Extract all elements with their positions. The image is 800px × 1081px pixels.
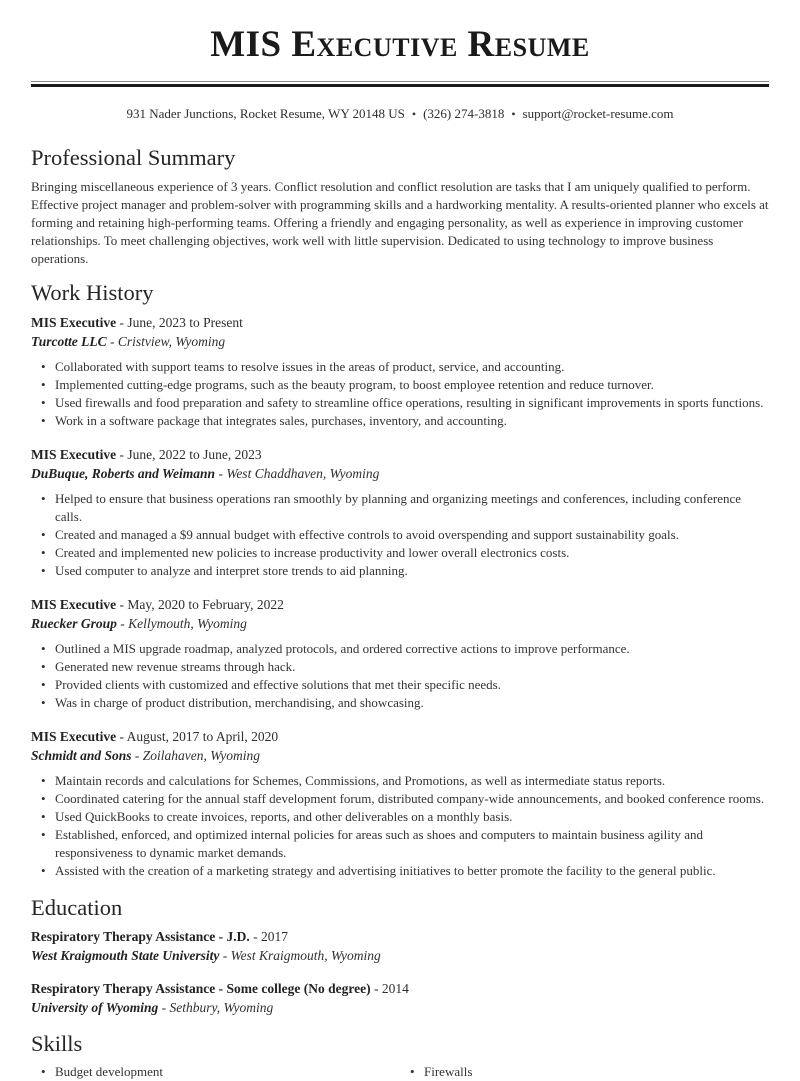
job-bullet: • Outlined a MIS upgrade roadmap, analyzed protocols, and ordered corrective actions to improve performance. <box>31 640 769 658</box>
skill-item: • Budget development <box>31 1063 400 1081</box>
job-bullet: • Was in charge of product distribution, merchandising, and showcasing. <box>31 694 769 712</box>
job-bullet: • Generated new revenue streams through hack. <box>31 658 769 676</box>
header-divider <box>31 81 769 87</box>
job-dates: May, 2020 to February, 2022 <box>127 597 284 612</box>
section-professional-summary <box>31 145 769 268</box>
job-bullet: • Maintain records and calculations for Schemes, Commissions, and Promotions, as well as intermediate status reports. <box>31 772 769 790</box>
job-location: Cristview, Wyoming <box>117 334 226 349</box>
job-entry <box>31 313 769 430</box>
skills-heading: Skills <box>31 1031 83 1056</box>
job-title-line <box>31 445 769 464</box>
education-year: 2014 <box>381 981 409 996</box>
skill-item: • Firewalls <box>400 1063 769 1081</box>
job-company: DuBuque, Roberts and Weimann <box>31 466 216 481</box>
education-school-line <box>31 998 769 1017</box>
page-title: MIS Executive Resume <box>210 24 590 65</box>
education-location: West Kraigmouth, Wyoming <box>230 948 381 963</box>
contact-email: support@rocket-resume.com <box>522 106 674 121</box>
job-entry <box>31 595 769 712</box>
work-history-heading: Work History <box>31 280 154 305</box>
dash: - <box>119 447 124 462</box>
dash: - <box>134 748 140 763</box>
section-skills <box>31 1031 769 1081</box>
job-bullet: • Assisted with the creation of a marketing strategy and advertising initiatives to better promote the facility to the general public. <box>31 862 769 880</box>
contact-phone: (326) 274-3818 <box>423 106 505 121</box>
job-title: MIS Executive <box>31 315 117 330</box>
job-title: MIS Executive <box>31 597 117 612</box>
job-company-line <box>31 614 769 633</box>
resume-header <box>31 26 769 122</box>
contact-address: 931 Nader Junctions, Rocket Resume, WY 20148 US <box>126 106 405 121</box>
bullet-separator: • <box>511 107 516 121</box>
job-bullet: • Used computer to analyze and interpret store trends to aid planning. <box>31 562 769 580</box>
job-bullet: • Created and managed a $9 annual budget with effective controls to avoid overspending and support sustainability goals. <box>31 526 769 544</box>
dash: - <box>120 616 125 631</box>
job-title-line <box>31 595 769 614</box>
dash: - <box>253 929 258 944</box>
job-title: MIS Executive <box>31 447 117 462</box>
job-title: MIS Executive <box>31 729 117 744</box>
education-entry <box>31 927 769 965</box>
job-dates: August, 2017 to April, 2020 <box>126 729 279 744</box>
education-school: University of Wyoming <box>31 1000 159 1015</box>
job-company: Schmidt and Sons <box>31 748 132 763</box>
job-title-line <box>31 727 769 746</box>
dash: - <box>218 466 223 481</box>
job-location: Kellymouth, Wyoming <box>128 616 247 631</box>
education-degree-line <box>31 979 769 998</box>
job-bullet-list <box>31 358 769 430</box>
job-bullet: • Created and implemented new policies to increase productivity and lower overall electronics costs. <box>31 544 769 562</box>
education-degree: Respiratory Therapy Assistance - J.D. <box>31 929 250 944</box>
job-dates: June, 2022 to June, 2023 <box>127 447 262 462</box>
job-bullet: • Work in a software package that integrates sales, purchases, inventory, and accounting. <box>31 412 769 430</box>
job-location: West Chaddhaven, Wyoming <box>226 466 380 481</box>
job-bullet: • Used firewalls and food preparation and safety to streamline office operations, resulting in significant improvements in sports functions. <box>31 394 769 412</box>
job-title-line <box>31 313 769 332</box>
skills-list <box>31 1063 769 1081</box>
section-education <box>31 895 769 1017</box>
job-bullet: • Used QuickBooks to create invoices, reports, and other deliverables on a monthly basis. <box>31 808 769 826</box>
dash: - <box>222 948 228 963</box>
education-school: West Kraigmouth State University <box>31 948 220 963</box>
dash: - <box>110 334 115 349</box>
job-bullet-list <box>31 490 769 580</box>
job-entry <box>31 445 769 580</box>
education-heading: Education <box>31 895 123 920</box>
job-bullet-list <box>31 640 769 712</box>
job-company: Turcotte LLC <box>31 334 107 349</box>
job-bullet-list <box>31 772 769 880</box>
job-bullet: • Collaborated with support teams to resolve issues in the areas of product, service, and accounting. <box>31 358 769 376</box>
education-entry <box>31 979 769 1017</box>
education-school-line <box>31 946 769 965</box>
summary-paragraph: Bringing miscellaneous experience of 3 years. Conflict resolution and conflict resolution are tasks that I am uniquely qualified to perform. Effective project manager and problem-solver with programming skills and a hardworking mentality. A results-oriented planner who excels at forming and retaining high-performing teams. Offering a friendly and engaging personality, as well as experience in improving customer relationships. To meet challenging objectives, work well with little supervision. Dedicated to using technology to improve business operations. <box>31 179 769 266</box>
job-dates: June, 2023 to Present <box>127 315 243 330</box>
job-location: Zoilahaven, Wyoming <box>142 748 261 763</box>
job-bullet: • Implemented cutting-edge programs, such as the beauty program, to boost employee retention and reduce turnover. <box>31 376 769 394</box>
job-entry <box>31 727 769 880</box>
contact-line <box>31 106 769 122</box>
divider-thick-line <box>31 84 769 87</box>
job-company-line <box>31 464 769 483</box>
section-work-history <box>31 280 769 880</box>
job-bullet: • Provided clients with customized and effective solutions that met their specific needs. <box>31 676 769 694</box>
dash: - <box>161 1000 167 1015</box>
dash: - <box>119 597 124 612</box>
bullet-separator: • <box>411 107 417 121</box>
job-bullet: • Coordinated catering for the annual staff development forum, distributed company-wide announcements, and booked conference rooms. <box>31 790 769 808</box>
education-year: 2017 <box>261 929 288 944</box>
job-company-line <box>31 332 769 351</box>
summary-heading: Professional Summary <box>31 145 236 170</box>
education-location: Sethbury, Wyoming <box>169 1000 274 1015</box>
education-degree-line <box>31 927 769 946</box>
job-company-line <box>31 746 769 765</box>
job-company: Ruecker Group <box>31 616 117 631</box>
dash: - <box>119 315 124 330</box>
job-bullet: • Helped to ensure that business operations ran smoothly by planning and organizing meetings and conferences, including conference calls. <box>31 490 769 526</box>
dash: - <box>119 729 124 744</box>
job-bullet: • Established, enforced, and optimized internal policies for areas such as shoes and computers to maintain business agility and responsiveness to dynamic market demands. <box>31 826 769 862</box>
education-degree: Respiratory Therapy Assistance - Some college (No degree) <box>31 981 371 996</box>
dash: - <box>373 981 379 996</box>
